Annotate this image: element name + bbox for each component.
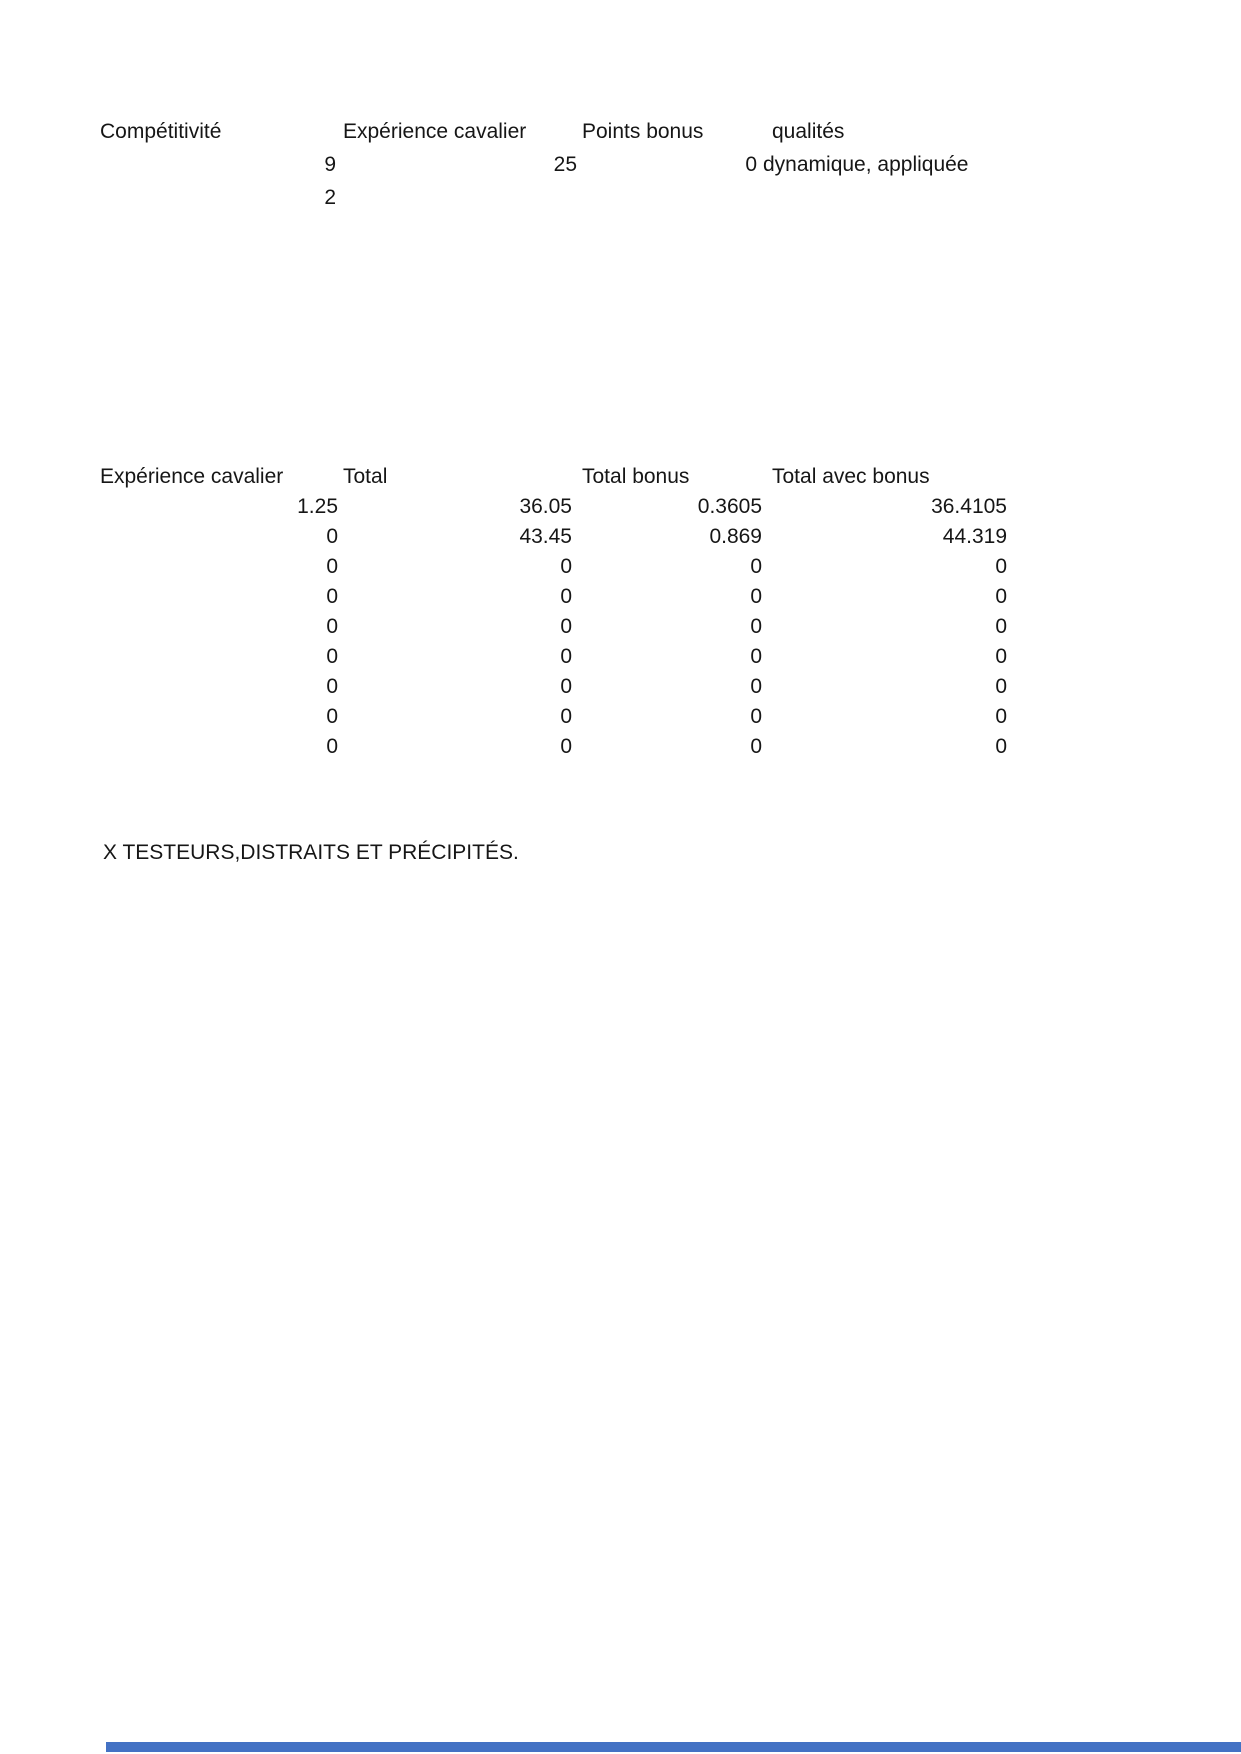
- totals-cell: 0: [326, 645, 338, 668]
- totals-cell: 0: [560, 615, 572, 638]
- totals-cell: 36.4105: [931, 495, 1007, 518]
- totals-cell: 0: [560, 585, 572, 608]
- totals-cell: 0: [560, 735, 572, 758]
- totals-header-total-bonus: Total bonus: [582, 465, 690, 488]
- totals-cell: 36.05: [519, 495, 572, 518]
- footer-bar: [106, 1742, 1241, 1752]
- totals-cell: 1.25: [297, 495, 338, 518]
- totals-cell: 0: [995, 585, 1007, 608]
- totals-cell: 0: [995, 615, 1007, 638]
- top-value-qualites-num-row1: 0: [745, 153, 757, 176]
- top-value-qualites-text-row1: dynamique, appliquée: [763, 153, 969, 176]
- testers-note: X TESTEURS,DISTRAITS ET PRÉCIPITÉS.: [103, 841, 519, 864]
- totals-cell: 0: [560, 705, 572, 728]
- totals-cell: 0: [750, 675, 762, 698]
- totals-header-experience-cavalier: Expérience cavalier: [100, 465, 284, 488]
- totals-cell: 0: [560, 675, 572, 698]
- totals-cell: 0: [995, 555, 1007, 578]
- totals-cell: 0: [750, 585, 762, 608]
- totals-cell: 0: [995, 735, 1007, 758]
- totals-cell: 0: [750, 735, 762, 758]
- totals-cell: 44.319: [942, 525, 1007, 548]
- top-value-points-bonus-row1: 25: [553, 153, 577, 176]
- totals-cell: 0: [326, 705, 338, 728]
- top-header-qualites: qualités: [772, 120, 845, 143]
- totals-cell: 0.3605: [697, 495, 762, 518]
- totals-cell: 0: [326, 555, 338, 578]
- totals-cell: 0: [750, 705, 762, 728]
- totals-header-total: Total: [343, 465, 388, 488]
- top-header-experience-cavalier: Expérience cavalier: [343, 120, 527, 143]
- totals-cell: 0: [995, 705, 1007, 728]
- totals-cell: 0: [326, 585, 338, 608]
- totals-cell: 0: [995, 645, 1007, 668]
- totals-cell: 0: [326, 675, 338, 698]
- top-value-experience-row2: 2: [324, 186, 336, 209]
- totals-cell: 0: [750, 615, 762, 638]
- totals-cell: 0: [326, 735, 338, 758]
- totals-cell: 0: [560, 555, 572, 578]
- totals-cell: 0: [326, 525, 338, 548]
- totals-cell: 0: [560, 645, 572, 668]
- totals-cell: 43.45: [519, 525, 572, 548]
- totals-cell: 0.869: [709, 525, 762, 548]
- totals-header-total-avec-bonus: Total avec bonus: [772, 465, 930, 488]
- totals-cell: 0: [750, 555, 762, 578]
- top-header-points-bonus: Points bonus: [582, 120, 704, 143]
- totals-cell: 0: [326, 615, 338, 638]
- totals-cell: 0: [750, 645, 762, 668]
- top-header-competitivite: Compétitivité: [100, 120, 222, 143]
- totals-cell: 0: [995, 675, 1007, 698]
- top-value-experience-row1: 9: [324, 153, 336, 176]
